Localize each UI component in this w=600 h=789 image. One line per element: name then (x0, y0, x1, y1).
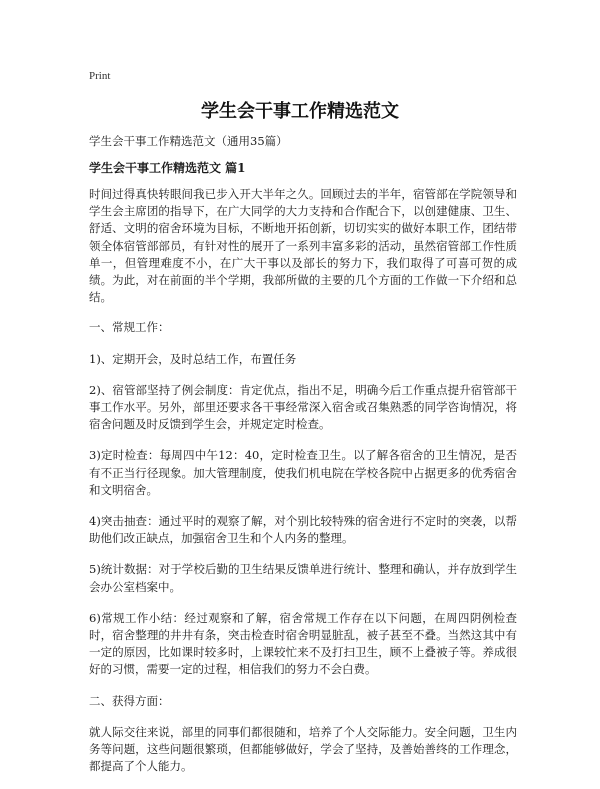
page-title: 学生会干事工作精选范文 (201, 101, 399, 122)
paragraph-intro: 时间过得真快转眼间我已步入开大半年之久。回顾过去的半年，宿管部在学院领导和学生会主席团的指导下，在广大同学的大力支持和合作配合下，以创建健康、卫生、舒适、文明的宿舍环境为目标，不断地开拓创新，切切实实的做好本职工作，团结带领全体宿管部部员，有针对性的展开了一系列丰富多彩的活动，虽然宿管部工作性质单一，但管理难度不小，在广大干事以及部长的努力下，我们取得了可喜可贺的成绩。为此，对在前面的半个学期，我部所做的主要的几个方面的工作做一下介绍和总结。 (89, 187, 517, 305)
paragraph-item-4: 4)突击抽查：通过平时的观察了解，对个别比较特殊的宿舍进行不定时的突袭，以帮助他们改正缺点，加强宿舍卫生和个人内务的整理。 (89, 514, 517, 546)
section-heading: 学生会干事工作精选范文 篇1 (89, 161, 246, 175)
paragraph-gains: 就人际交往来说，部里的同事们都很随和，培养了个人交际能力。安全问题，卫生内务等问题，这些问题很繁琐，但都能够做好，学会了坚持，及善始善终的工作理念，都提高了个人能力。 (89, 724, 517, 774)
paragraph-heading-gains: 二、获得方面： (89, 693, 170, 708)
paragraph-heading-routine: 一、常规工作： (89, 320, 170, 335)
document-body (89, 186, 517, 789)
print-link[interactable]: Print (89, 70, 111, 82)
paragraph-item-2: 2)、宿管部坚持了例会制度：肯定优点，指出不足，明确今后工作重点提升宿管部干事工作水平。另外，部里还要求各干事经常深入宿舍或召集熟悉的同学咨询情况，将宿舍问题及时反馈到学生会，并规定定时检查。 (89, 382, 517, 432)
document-subtitle: 学生会干事工作精选范文（通用35篇） (89, 134, 288, 148)
paragraph-item-5: 5)统计数据：对于学校后勤的卫生结果反馈单进行统计、整理和确认，并存放到学生会办公室档案中。 (89, 562, 517, 594)
paragraph-item-3: 3)定时检查：每周四中午12：40，定时检查卫生。以了解各宿舍的卫生情况，是否有不正当行径现象。加大管理制度，使我们机电院在学校各院中占据更多的优秀宿舍和文明宿舍。 (89, 448, 517, 497)
paragraph-item-1: 1)、定期开会，及时总结工作，布置任务 (89, 351, 297, 366)
paragraph-item-6: 6)常规工作小结：经过观察和了解，宿舍常规工作存在以下问题，在周四阴例检查时，宿舍整理的井井有条，突击检查时宿舍明显脏乱，被子甚至不叠。当然这其中有一定的原因，比如课时较多时，上课较忙来不及打扫卫生，顾不上叠被子等。养成很好的习惯，需要一定的过程，相信我们的努力不会白费。 (89, 610, 517, 677)
